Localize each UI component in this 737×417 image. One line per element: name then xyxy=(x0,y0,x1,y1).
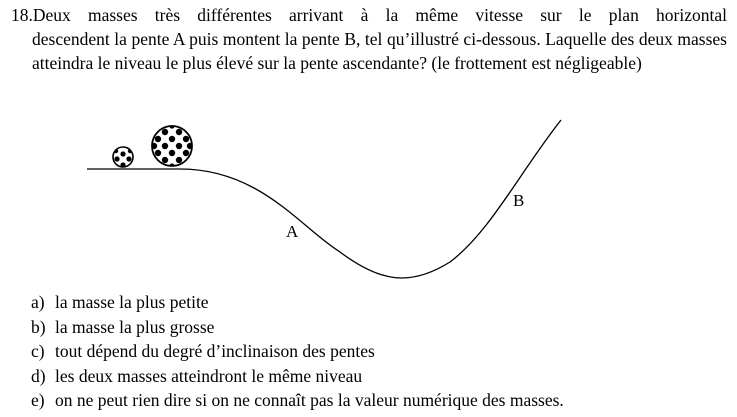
question-number: 18. xyxy=(11,5,33,25)
option-letter: d) xyxy=(31,365,46,386)
option-letter: a) xyxy=(31,292,45,312)
question-first-line xyxy=(11,3,727,27)
option-letter: e) xyxy=(31,390,45,410)
ramp-figure xyxy=(80,112,580,287)
option-text: les deux masses atteindront le même niveau xyxy=(55,365,363,386)
question-text-rest: descendent la pente A puis montent la pente B, tel qu’illustré ci-dessous. Laquelle des deux masses atteindra le niveau le plus élevé sur la pente ascendante? (le frottement est négligeable) xyxy=(32,29,727,73)
option-letter: b) xyxy=(31,316,46,337)
option-c xyxy=(31,339,564,364)
slope-a-label: A xyxy=(286,222,299,241)
option-letter: c) xyxy=(31,341,45,361)
option-e xyxy=(31,388,564,413)
ramp-diagram xyxy=(80,112,580,287)
option-text: on ne peut rien dire si on ne connaît pas la valeur numérique des masses. xyxy=(55,390,564,410)
option-d xyxy=(31,364,564,389)
question-line1: Deux masses très différentes arrivant à la même vitesse sur le plan horizontal xyxy=(32,5,727,25)
option-b xyxy=(31,315,564,340)
option-text: la masse la plus grosse xyxy=(55,316,215,337)
option-text: tout dépend du degré d’inclinaison des pentes xyxy=(55,341,375,361)
small-mass xyxy=(113,147,133,168)
answer-options xyxy=(31,290,564,413)
option-a xyxy=(31,290,564,315)
option-text: la masse la plus petite xyxy=(55,292,209,312)
slope-b-label: B xyxy=(513,191,525,210)
large-mass xyxy=(151,123,193,168)
question xyxy=(11,3,727,75)
